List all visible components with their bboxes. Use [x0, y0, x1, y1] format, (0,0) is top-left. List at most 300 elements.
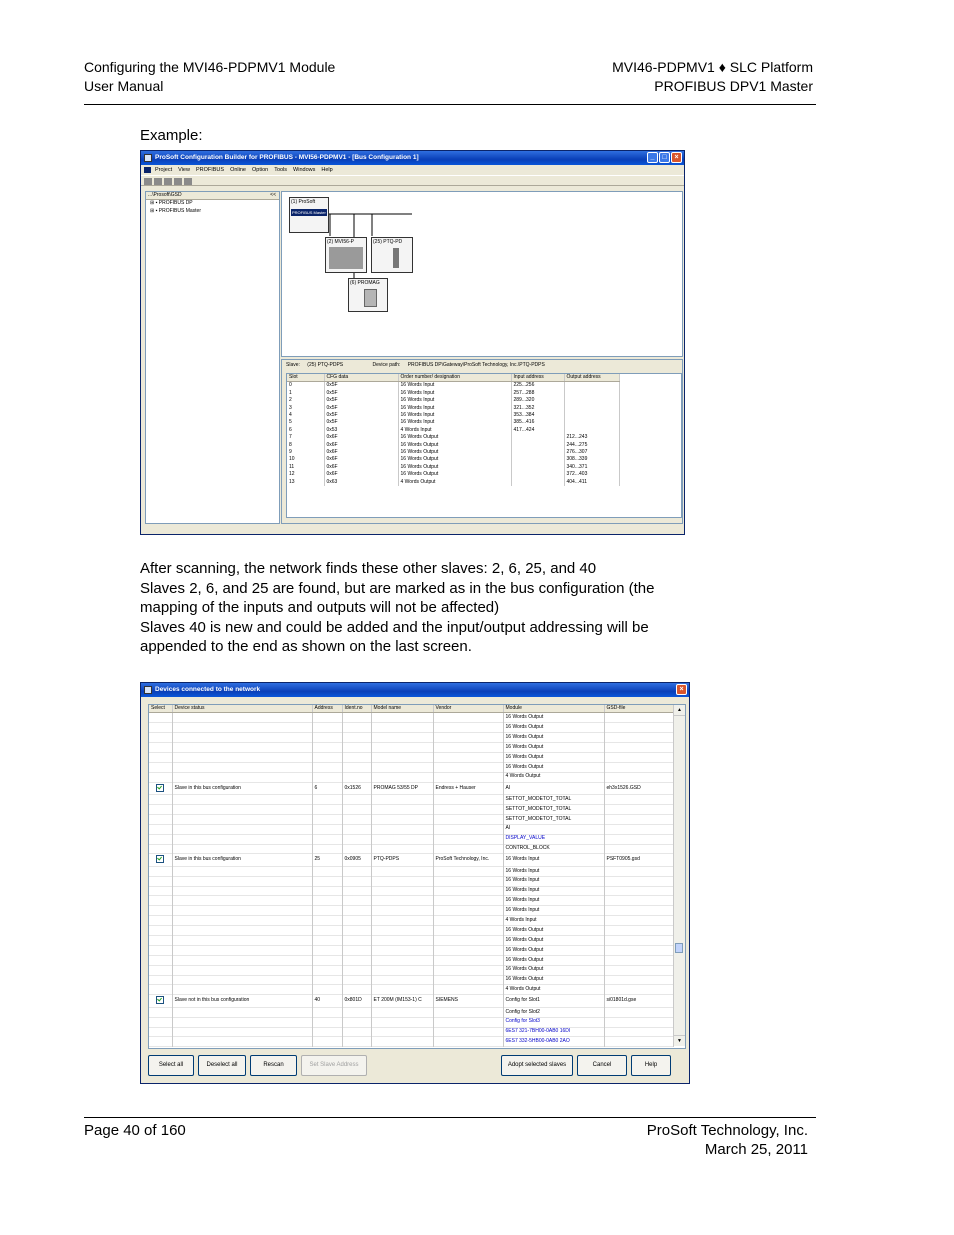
table-row[interactable] [149, 782, 673, 794]
table-cell [342, 834, 371, 844]
close-icon[interactable]: × [671, 152, 682, 163]
select-cell[interactable] [149, 945, 172, 955]
checkbox[interactable] [156, 855, 164, 863]
select-cell[interactable] [149, 814, 172, 824]
table-row[interactable] [287, 405, 619, 412]
adopt-selected-slaves-button[interactable]: Adopt selected slaves [501, 1055, 573, 1076]
table-cell [371, 965, 433, 975]
table-row[interactable] [149, 1027, 673, 1037]
table-cell: 0x6F [324, 464, 398, 471]
pcb-menu-bar [141, 165, 684, 175]
table-cell [604, 1007, 673, 1017]
table-cell [604, 886, 673, 896]
minimize-icon[interactable]: _ [647, 152, 658, 163]
table-cell: 16 Words Output [398, 464, 511, 471]
select-cell[interactable] [149, 752, 172, 762]
table-cell [371, 844, 433, 854]
menu-item[interactable]: Project [155, 167, 173, 173]
table-cell: Endress + Hauser [433, 782, 503, 794]
table-cell [371, 916, 433, 926]
column-header[interactable]: Slot [287, 374, 324, 382]
table-row[interactable] [149, 743, 673, 753]
table-cell: 16 Words Output [503, 945, 604, 955]
table-row[interactable] [287, 479, 619, 486]
table-row[interactable] [149, 936, 673, 946]
table-cell [312, 896, 342, 906]
table-cell [604, 866, 673, 876]
select-all-button[interactable]: Select all [148, 1055, 194, 1076]
scroll-down-icon[interactable]: ▼ [674, 1035, 685, 1046]
table-cell [433, 762, 503, 772]
slave-node-6[interactable] [348, 278, 388, 312]
table-cell [312, 1037, 342, 1047]
select-cell[interactable] [149, 1027, 172, 1037]
select-cell[interactable] [149, 834, 172, 844]
table-cell: 16 Words Input [503, 854, 604, 866]
paragraph-line: Slaves 40 is new and could be added and the input/output addressing will be [140, 618, 649, 636]
vertical-scrollbar[interactable] [673, 705, 685, 1046]
table-cell [312, 752, 342, 762]
app-icon [144, 154, 152, 162]
select-cell[interactable] [149, 762, 172, 772]
checkbox[interactable] [156, 996, 164, 1004]
table-cell [172, 762, 312, 772]
table-row[interactable] [149, 1017, 673, 1027]
table-row[interactable] [149, 926, 673, 936]
table-cell [172, 1017, 312, 1027]
table-cell: 0x6F [324, 449, 398, 456]
header-protocol: PROFIBUS DPV1 Master [654, 78, 813, 94]
checkbox[interactable] [156, 784, 164, 792]
table-row[interactable] [149, 916, 673, 926]
select-cell[interactable] [149, 995, 172, 1007]
table-cell [604, 965, 673, 975]
table-cell: 0x5F [324, 419, 398, 426]
table-row[interactable] [287, 390, 619, 397]
footer-date: March 25, 2011 [704, 1141, 808, 1158]
table-cell: 16 Words Input [503, 866, 604, 876]
column-header[interactable]: Model name [371, 705, 433, 713]
table-cell [312, 733, 342, 743]
cancel-button[interactable]: Cancel [577, 1055, 627, 1076]
table-cell [564, 405, 619, 412]
page-number: Page 40 of 160 [84, 1122, 186, 1139]
table-cell [433, 1017, 503, 1027]
table-row[interactable] [149, 955, 673, 965]
table-cell: 16 Words Output [503, 975, 604, 985]
select-cell[interactable] [149, 772, 172, 782]
table-cell [511, 434, 564, 441]
table-cell [172, 834, 312, 844]
table-row[interactable] [149, 723, 673, 733]
select-cell[interactable] [149, 975, 172, 985]
table-row[interactable] [287, 456, 619, 463]
table-cell [172, 1007, 312, 1017]
table-cell: 0x6F [324, 442, 398, 449]
table-cell [342, 936, 371, 946]
menu-item[interactable]: Windows [293, 167, 316, 173]
table-cell: 6ES7 321-7BH00-0AB0 16DI [503, 1027, 604, 1037]
table-cell [371, 743, 433, 753]
table-row[interactable] [149, 876, 673, 886]
column-header[interactable]: Input address [511, 374, 564, 382]
menu-item[interactable]: Online [230, 167, 246, 173]
table-cell [604, 795, 673, 805]
select-cell[interactable] [149, 743, 172, 753]
help-button[interactable]: Help [631, 1055, 671, 1076]
scroll-up-icon[interactable]: ▲ [674, 705, 685, 716]
table-row[interactable] [149, 995, 673, 1007]
document-icon [144, 167, 151, 173]
table-cell [433, 936, 503, 946]
select-cell[interactable] [149, 886, 172, 896]
table-cell [433, 743, 503, 753]
table-cell: 16 Words Output [503, 965, 604, 975]
table-row[interactable] [149, 844, 673, 854]
table-cell [342, 1037, 371, 1047]
table-cell [604, 945, 673, 955]
print-icon[interactable] [154, 178, 162, 185]
table-cell [604, 752, 673, 762]
table-cell: Slave in this bus configuration [172, 854, 312, 866]
preview-icon[interactable] [164, 178, 172, 185]
table-cell [604, 743, 673, 753]
table-cell [604, 1027, 673, 1037]
table-cell [342, 733, 371, 743]
table-cell [342, 955, 371, 965]
table-row[interactable] [149, 824, 673, 834]
slave-node-25[interactable] [371, 237, 413, 273]
collapse-icon[interactable]: << [270, 192, 276, 198]
table-cell [312, 985, 342, 995]
table-cell [433, 876, 503, 886]
table-cell: 0x5F [324, 382, 398, 390]
slave-label: Slave: [286, 362, 300, 368]
table-row[interactable] [149, 965, 673, 975]
tree-item-profibus-dp[interactable]: ⊞ ▪ PROFIBUS DP [150, 200, 193, 207]
select-cell[interactable] [149, 876, 172, 886]
table-cell [371, 936, 433, 946]
table-cell: 276...307 [564, 449, 619, 456]
table-cell: 212...243 [564, 434, 619, 441]
table-row[interactable] [149, 975, 673, 985]
table-row[interactable] [149, 985, 673, 995]
table-cell [371, 876, 433, 886]
node-label: (6) PROMAG [350, 280, 380, 286]
table-cell: 372...403 [564, 471, 619, 478]
table-cell: 0x53 [324, 427, 398, 434]
header-right [612, 58, 813, 96]
table-cell [312, 965, 342, 975]
table-row[interactable] [149, 1037, 673, 1047]
table-cell [312, 824, 342, 834]
table-cell [312, 795, 342, 805]
table-cell [172, 713, 312, 723]
save-icon[interactable] [144, 178, 152, 185]
select-cell[interactable] [149, 985, 172, 995]
table-cell [371, 886, 433, 896]
table-cell [342, 985, 371, 995]
table-cell [433, 733, 503, 743]
table-row[interactable] [149, 795, 673, 805]
table-cell: 308...339 [564, 456, 619, 463]
table-row[interactable] [287, 427, 619, 434]
table-cell: 16 Words Output [398, 434, 511, 441]
table-cell [433, 1027, 503, 1037]
table-row[interactable] [149, 886, 673, 896]
table-cell: AI [503, 824, 604, 834]
table-cell [342, 896, 371, 906]
select-cell[interactable] [149, 733, 172, 743]
slave-detail-pane [281, 359, 683, 524]
module-image [329, 247, 363, 269]
table-cell [172, 814, 312, 824]
table-cell [312, 814, 342, 824]
table-cell: SETTOT_MODETOT_TOTAL [503, 814, 604, 824]
table-cell [433, 965, 503, 975]
table-cell [604, 844, 673, 854]
table-row[interactable] [149, 866, 673, 876]
table-row[interactable] [287, 464, 619, 471]
slave-node-2[interactable] [325, 237, 367, 273]
table-cell: Slave in this bus configuration [172, 782, 312, 794]
table-row[interactable] [287, 434, 619, 441]
table-cell [342, 945, 371, 955]
table-cell [371, 1037, 433, 1047]
table-row[interactable] [149, 762, 673, 772]
table-cell [312, 926, 342, 936]
set-slave-address-button[interactable]: Set Slave Address [301, 1055, 367, 1076]
column-header[interactable]: Device status [172, 705, 312, 713]
table-cell: 0x1526 [342, 782, 371, 794]
select-cell[interactable] [149, 965, 172, 975]
table-cell: 11 [287, 464, 324, 471]
table-row[interactable] [287, 419, 619, 426]
column-header[interactable]: Module [503, 705, 604, 713]
table-cell [433, 886, 503, 896]
master-node[interactable] [289, 197, 329, 233]
table-cell [172, 772, 312, 782]
menu-item[interactable]: Tools [274, 167, 288, 173]
device-path-label: Device path: [372, 362, 401, 368]
select-cell[interactable] [149, 936, 172, 946]
tree-path-bar [146, 192, 279, 200]
table-cell: 16 Words Input [503, 896, 604, 906]
table-cell [604, 772, 673, 782]
column-header[interactable]: Vendor [433, 705, 503, 713]
select-cell[interactable] [149, 824, 172, 834]
table-cell [604, 906, 673, 916]
select-cell[interactable] [149, 1007, 172, 1017]
table-cell [371, 1007, 433, 1017]
table-cell [312, 1007, 342, 1017]
download-icon[interactable] [174, 178, 182, 185]
table-cell [604, 804, 673, 814]
table-cell [312, 936, 342, 946]
select-cell[interactable] [149, 844, 172, 854]
deselect-all-button[interactable]: Deselect all [198, 1055, 246, 1076]
table-cell [312, 916, 342, 926]
table-row[interactable] [287, 442, 619, 449]
header-manual-type: User Manual [84, 78, 164, 94]
table-cell [312, 975, 342, 985]
footer-rule [84, 1117, 816, 1118]
table-cell: 16 Words Input [398, 390, 511, 397]
table-cell: 16 Words Output [503, 733, 604, 743]
slave-info-line [282, 360, 682, 371]
table-cell [312, 876, 342, 886]
select-cell[interactable] [149, 926, 172, 936]
table-cell: 9 [287, 449, 324, 456]
table-cell [312, 955, 342, 965]
table-cell: 321...352 [511, 405, 564, 412]
table-cell [172, 906, 312, 916]
table-cell: 3 [287, 405, 324, 412]
devices-grid-frame [148, 704, 686, 1049]
table-cell: 0 [287, 382, 324, 390]
tree-item-profibus-master[interactable]: ⊞ ▪ PROFIBUS Master [150, 207, 201, 214]
table-cell [312, 762, 342, 772]
table-cell [564, 397, 619, 404]
close-icon[interactable]: × [676, 684, 687, 695]
column-header[interactable]: GSD-file [604, 705, 673, 713]
table-row[interactable] [149, 834, 673, 844]
rescan-button[interactable]: Rescan [250, 1055, 297, 1076]
table-cell [604, 824, 673, 834]
table-cell: 0x63 [324, 479, 398, 486]
select-cell[interactable] [149, 916, 172, 926]
table-cell [342, 1027, 371, 1037]
column-header[interactable]: Ident.no [342, 705, 371, 713]
select-cell[interactable] [149, 795, 172, 805]
table-cell [371, 814, 433, 824]
table-cell [312, 906, 342, 916]
pcb-title-bar [141, 151, 684, 165]
table-cell: si01801d.gse [604, 995, 673, 1007]
select-cell[interactable] [149, 723, 172, 733]
table-row[interactable] [149, 854, 673, 866]
table-cell [371, 906, 433, 916]
table-cell [604, 876, 673, 886]
table-row[interactable] [149, 814, 673, 824]
select-cell[interactable] [149, 906, 172, 916]
select-cell[interactable] [149, 713, 172, 723]
table-cell: DISPLAY_VALUE [503, 834, 604, 844]
select-cell[interactable] [149, 955, 172, 965]
table-row[interactable] [149, 945, 673, 955]
table-cell [433, 1007, 503, 1017]
table-cell: 16 Words Output [503, 936, 604, 946]
table-cell [433, 752, 503, 762]
table-row[interactable] [287, 471, 619, 478]
devices-title: Devices connected to the network [155, 686, 261, 693]
paragraph-line: appended to the end as shown on the last screen. [140, 638, 472, 656]
table-cell [433, 916, 503, 926]
table-cell: eh3x1526.GSD [604, 782, 673, 794]
table-row[interactable] [287, 412, 619, 419]
scroll-thumb[interactable] [675, 943, 683, 953]
bus-lines [282, 192, 682, 356]
table-cell [172, 926, 312, 936]
select-cell[interactable] [149, 804, 172, 814]
menu-item[interactable]: Help [321, 167, 333, 173]
select-cell[interactable] [149, 1017, 172, 1027]
table-cell [342, 743, 371, 753]
table-cell [433, 795, 503, 805]
table-cell: 4 Words Output [503, 772, 604, 782]
column-header[interactable]: CFG data [324, 374, 398, 382]
menu-item[interactable]: Option [251, 167, 269, 173]
menu-item[interactable]: PROFIBUS [195, 167, 225, 173]
menu-item[interactable]: View [178, 167, 190, 173]
table-cell [371, 733, 433, 743]
table-cell [371, 834, 433, 844]
table-cell: 16 Words Output [398, 471, 511, 478]
device-path-value: PROFIBUS DP\Gateway\ProSoft Technology, Inc.\PTQ-PDPS [407, 362, 545, 368]
column-header[interactable]: Output address [564, 374, 619, 382]
bus-diagram-pane [281, 191, 683, 357]
table-cell [433, 723, 503, 733]
table-cell: 16 Words Output [503, 723, 604, 733]
table-row[interactable] [149, 713, 673, 723]
table-cell [172, 723, 312, 733]
footer-right [647, 1121, 808, 1159]
table-cell [564, 390, 619, 397]
table-cell: Config for Slot1 [503, 995, 604, 1007]
table-cell [172, 886, 312, 896]
table-cell: ProSoft Technology, Inc. [433, 854, 503, 866]
table-cell: 16 Words Output [398, 449, 511, 456]
table-cell: 257...288 [511, 390, 564, 397]
table-cell: 244...275 [564, 442, 619, 449]
maximize-icon[interactable]: □ [659, 152, 670, 163]
tree-item-label: PROFIBUS Master [158, 207, 201, 214]
table-cell [433, 866, 503, 876]
table-cell: 4 [287, 412, 324, 419]
table-cell: 2 [287, 397, 324, 404]
table-cell [172, 804, 312, 814]
select-cell[interactable] [149, 854, 172, 866]
master-node-badge: PROFIBUS Master [292, 210, 326, 215]
table-cell: SETTOT_MODETOT_TOTAL [503, 804, 604, 814]
table-cell [172, 866, 312, 876]
select-cell[interactable] [149, 866, 172, 876]
table-row[interactable] [149, 896, 673, 906]
table-row[interactable] [149, 1007, 673, 1017]
table-row[interactable] [149, 906, 673, 916]
table-cell [371, 772, 433, 782]
table-row[interactable] [287, 449, 619, 456]
table-row[interactable] [149, 733, 673, 743]
diagnostic-icon[interactable] [184, 178, 192, 185]
table-row[interactable] [149, 752, 673, 762]
column-header[interactable]: Address [312, 705, 342, 713]
select-cell[interactable] [149, 782, 172, 794]
table-row[interactable] [287, 382, 619, 390]
table-row[interactable] [149, 772, 673, 782]
node-label: (1) ProSoft [291, 199, 316, 205]
column-header[interactable]: Order number/ designation [398, 374, 511, 382]
table-cell [172, 795, 312, 805]
table-cell [172, 955, 312, 965]
select-cell[interactable] [149, 896, 172, 906]
table-row[interactable] [287, 397, 619, 404]
table-row[interactable] [149, 804, 673, 814]
column-header[interactable]: Select [149, 705, 172, 713]
table-cell [511, 449, 564, 456]
table-cell [172, 916, 312, 926]
select-cell[interactable] [149, 1037, 172, 1047]
